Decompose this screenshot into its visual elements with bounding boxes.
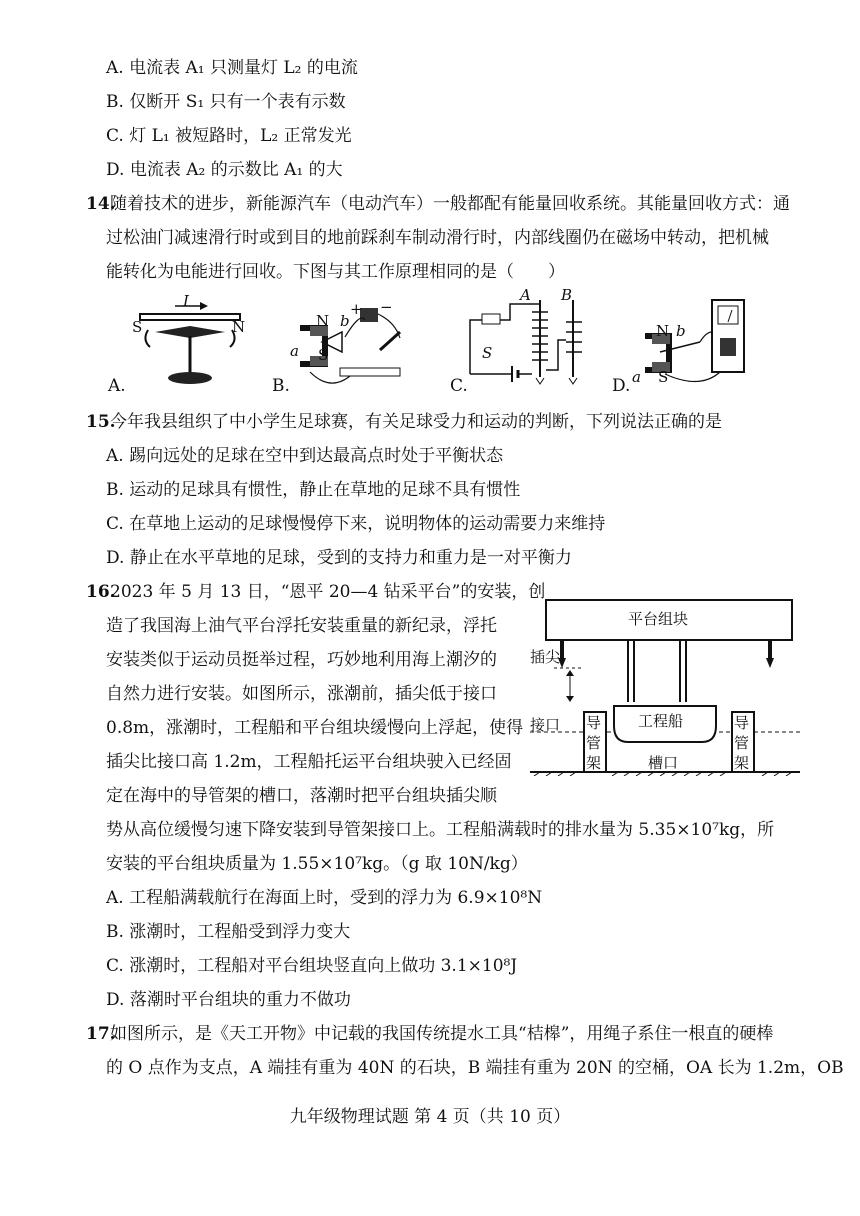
fig-b-minus-label: − xyxy=(380,298,393,316)
q16-line-4: 自然力进行安装。如图所示，涨潮前，插尖低于接口 xyxy=(106,684,497,704)
fig-c-b-label: B xyxy=(561,286,573,304)
q16-option-d: D. 落潮时平台组块的重力不做功 xyxy=(106,990,351,1010)
q15-option-a: A. 踢向远处的足球在空中到达最高点时处于平衡状态 xyxy=(106,446,504,466)
q15-option-b: B. 运动的足球具有惯性，静止在草地的足球不具有惯性 xyxy=(106,480,521,500)
fig-a-north-label: N xyxy=(232,318,246,336)
q16-option-b: B. 涨潮时，工程船受到浮力变大 xyxy=(106,922,351,942)
fig-a-current-label: I xyxy=(183,292,189,310)
fig-b-b-label: b xyxy=(340,312,350,330)
q16-line-8: 势从高位缓慢匀速下降安装到导管架接口上。工程船满载时的排水量为 5.35×10⁷kg，所 xyxy=(106,820,775,840)
fig-d-a-label: a xyxy=(632,368,641,386)
q16-option-c: C. 涨潮时，工程船对平台组块竖直向上做功 3.1×10⁸J xyxy=(106,956,518,976)
fig-b-plus-label: + xyxy=(350,300,363,318)
q13-option-b: B. 仅断开 S₁ 只有一个表有示数 xyxy=(106,92,346,112)
platform-label: 平台组块 xyxy=(628,610,689,628)
fig-d-south-label: S xyxy=(658,368,669,386)
fig-c-a-label: A xyxy=(520,286,531,304)
q17-line-1: 如图所示，是《天工开物》中记载的我国传统提水工具“桔槔”，用绳子系住一根直的硬棒 xyxy=(110,1024,774,1044)
q13-option-a: A. 电流表 A₁ 只测量灯 L₂ 的电流 xyxy=(106,58,358,78)
q17-line-2: 的 O 点作为支点，A 端挂有重为 40N 的石块，B 端挂有重为 20N 的空桶，OA 长为 1.2m，OB xyxy=(106,1058,844,1078)
tip-label: 插尖 xyxy=(530,648,561,666)
jacket-right-char-2: 管 xyxy=(734,734,750,752)
q14-line-3: 能转化为电能进行回收。下图与其工作原理相同的是（ ） xyxy=(106,262,565,282)
fig-a-south-label: S xyxy=(132,318,143,336)
fig-c-s-label: S xyxy=(482,344,493,362)
slot-label: 槽口 xyxy=(648,754,679,772)
figure-c-label: C. xyxy=(450,376,468,396)
q16-option-a: A. 工程船满载航行在海面上时，受到的浮力为 6.9×10⁸N xyxy=(106,888,543,908)
jacket-right-char-3: 架 xyxy=(734,754,750,772)
jacket-left-char-1: 导 xyxy=(586,714,602,732)
ship-label: 工程船 xyxy=(638,712,684,730)
q15-option-c: C. 在草地上运动的足球慢慢停下来，说明物体的运动需要力来维持 xyxy=(106,514,606,534)
fig-b-a-label: a xyxy=(290,342,299,360)
q13-option-c: C. 灯 L₁ 被短路时，L₂ 正常发光 xyxy=(106,126,352,146)
figure-c-electromagnets xyxy=(470,300,582,384)
q16-line-5: 0.8m，涨潮时，工程船和平台组块缓慢向上浮起，使得 xyxy=(106,718,524,738)
jacket-left-char-2: 管 xyxy=(586,734,602,752)
q14-line-2: 过松油门减速滑行时或到目的地前踩刹车制动滑行时，内部线圈仍在磁场中转动，把机械 xyxy=(106,228,769,248)
q16-line-6: 插尖比接口高 1.2m，工程船托运平台组块驶入已经固 xyxy=(106,752,512,772)
jacket-left-char-3: 架 xyxy=(586,754,602,772)
figure-a-label: A. xyxy=(108,376,126,396)
q17-number: 17. xyxy=(86,1024,116,1044)
page-footer: 九年级物理试题 第 4 页（共 10 页） xyxy=(289,1107,571,1127)
q15-option-d: D. 静止在水平草地的足球，受到的支持力和重力是一对平衡力 xyxy=(106,548,572,568)
jacket-right-char-1: 导 xyxy=(734,714,750,732)
figure-b-motor xyxy=(300,308,400,383)
fig-b-north-label: N xyxy=(316,312,330,330)
q13-option-d: D. 电流表 A₂ 的示数比 A₁ 的大 xyxy=(106,160,343,180)
q16-line-9: 安装的平台组块质量为 1.55×10⁷kg。（g 取 10N/kg） xyxy=(106,854,528,874)
q15-number: 15. xyxy=(86,412,116,432)
q14-line-1: 随着技术的进步，新能源汽车（电动汽车）一般都配有能量回收系统。其能量回收方式：通 xyxy=(110,194,790,214)
figure-b-label: B. xyxy=(272,376,290,396)
port-label: 接口 xyxy=(530,716,561,734)
fig-d-north-label: N xyxy=(656,322,670,340)
figure-a-compass xyxy=(140,302,240,384)
figure-d-label: D. xyxy=(612,376,631,396)
q16-line-2: 造了我国海上油气平台浮托安装重量的新纪录，浮托 xyxy=(106,616,497,636)
q15-stem: 今年我县组织了中小学生足球赛，有关足球受力和运动的判断，下列说法正确的是 xyxy=(110,412,722,432)
q16-line-3: 安装类似于运动员挺举过程，巧妙地利用海上潮汐的 xyxy=(106,650,497,670)
q14-number: 14. xyxy=(86,194,116,214)
q16-line-1: 2023 年 5 月 13 日，“恩平 20—4 钻采平台”的安装，创 xyxy=(110,582,546,602)
q16-number: 16. xyxy=(86,582,116,602)
fig-b-south-label: S xyxy=(318,346,329,364)
q16-line-7: 定在海中的导管架的槽口，落潮时把平台组块插尖顺 xyxy=(106,786,497,806)
fig-d-b-label: b xyxy=(676,322,686,340)
